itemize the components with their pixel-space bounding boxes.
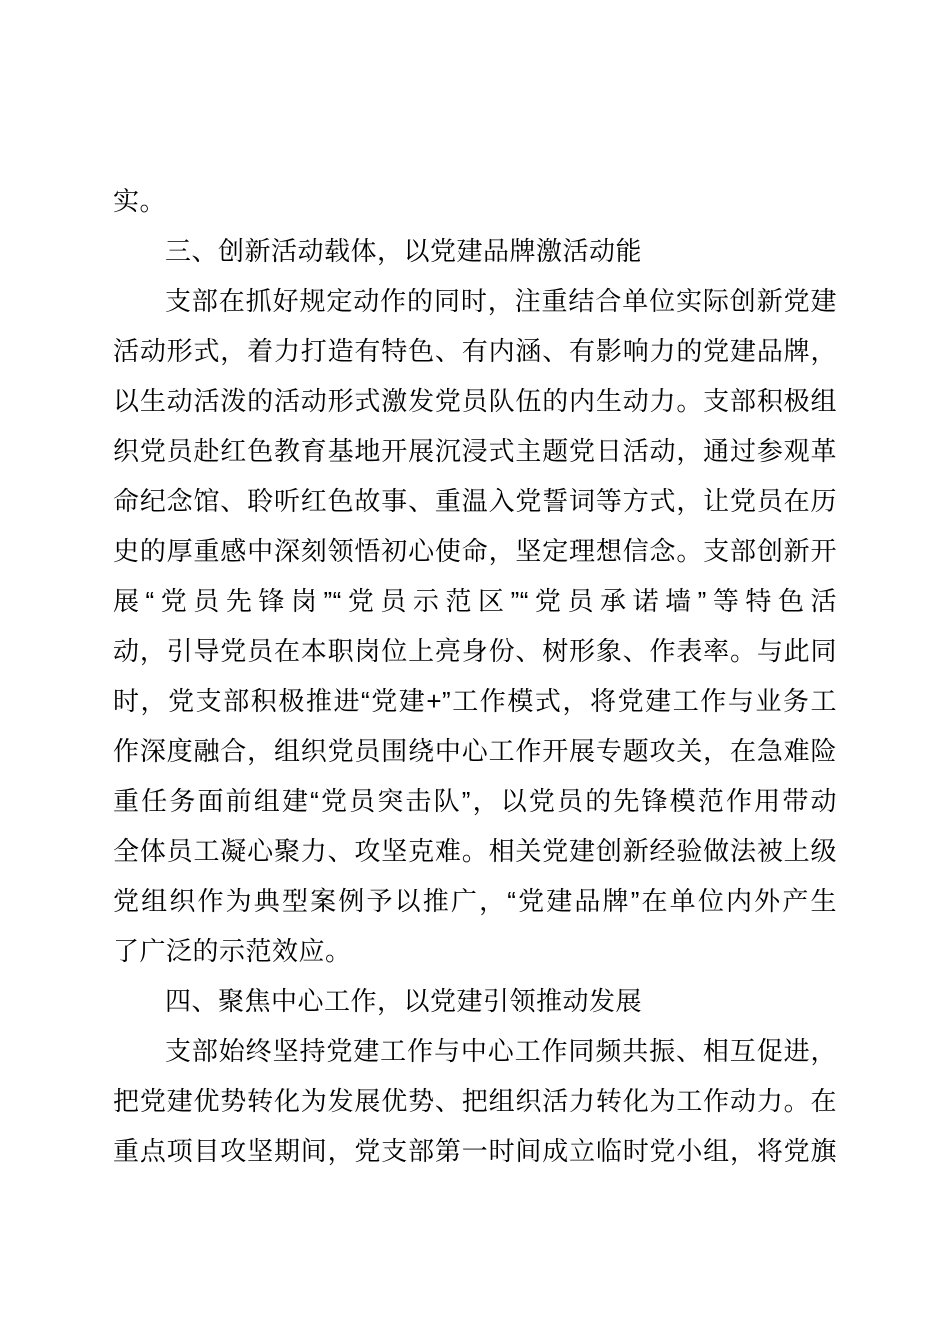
heading-line: 三、创新活动载体，以党建品牌激活动能: [165, 236, 643, 266]
paragraph-section-3: [113, 276, 837, 976]
text-line: 史的厚重感中深刻领悟初心使命，坚定理想信念。支部创新开: [113, 536, 837, 566]
text-line: 动，引导党员在本职岗位上亮身份、树形象、作表率。与此同: [113, 636, 837, 666]
text-line: 以生动活泼的活动形式激发党员队伍的内生动力。支部积极组: [113, 386, 837, 416]
text-line: 重任务面前组建“党员突击队”，以党员的先锋模范作用带动: [113, 786, 837, 816]
paragraph-section-4: [113, 1026, 837, 1176]
text-line: 了广泛的示范效应。: [113, 936, 352, 966]
text-line: 展“党员先锋岗”“党员示范区”“党员承诺墙”等特色活: [113, 586, 837, 616]
text-line: 织党员赴红色教育基地开展沉浸式主题党日活动，通过参观革: [113, 436, 837, 466]
text-line: 支部始终坚持党建工作与中心工作同频共振、相互促进，: [165, 1036, 837, 1066]
text-line: 作深度融合，组织党员围绕中心工作开展专题攻关，在急难险: [113, 736, 837, 766]
text-line: 时，党支部积极推进“党建+”工作模式，将党建工作与业务工: [113, 686, 837, 716]
text-line: 把党建优势转化为发展优势、把组织活力转化为工作动力。在: [113, 1086, 837, 1116]
text-line: 重点项目攻坚期间，党支部第一时间成立临时党小组，将党旗: [113, 1136, 837, 1166]
text-line: 支部在抓好规定动作的同时，注重结合单位实际创新党建: [165, 286, 837, 316]
text-line: 全体员工凝心聚力、攻坚克难。相关党建创新经验做法被上级: [113, 836, 837, 866]
text-line: 命纪念馆、聆听红色故事、重温入党誓词等方式，让党员在历: [113, 486, 837, 516]
section-heading-3: [113, 226, 837, 276]
heading-line: 四、聚焦中心工作，以党建引领推动发展: [165, 986, 643, 1016]
paragraph-continuation: [113, 176, 837, 226]
text-line: 实。: [113, 186, 167, 216]
text-line: 党组织作为典型案例予以推广，“党建品牌”在单位内外产生: [113, 886, 837, 916]
text-line: 活动形式，着力打造有特色、有内涵、有影响力的党建品牌，: [113, 336, 837, 366]
section-heading-4: [113, 976, 837, 1026]
